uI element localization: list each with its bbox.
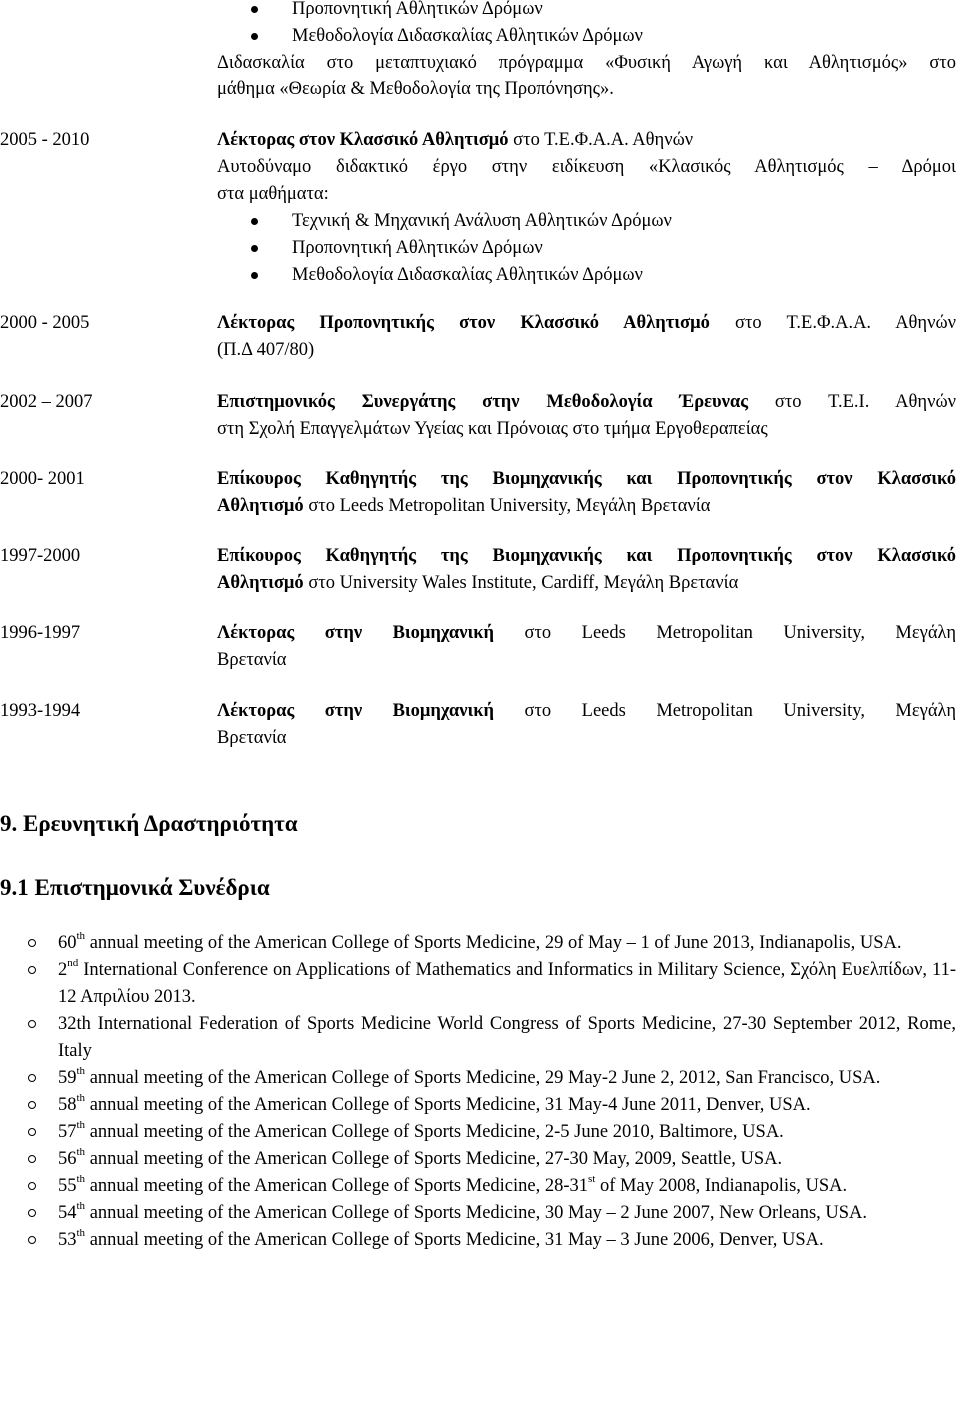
- entry-body: Λέκτορας στην Βιομηχανική στο Leeds Metropolitan University, Μεγάλη Βρετανία: [217, 623, 957, 670]
- list-item: 59th annual meeting of the American College of Sports Medicine, 29 May-2 June 2, 2012, San Francisco, USA.: [58, 1065, 956, 1092]
- entry-body: Επίκουρος Καθηγητής της Βιομηχανικής και Προπονητικής στον Κλασσικό Αθλητισμό στο University Wales Institute, Cardiff, Μεγάλη Βρετανία: [217, 546, 956, 593]
- list-item: 55th annual meeting of the American College of Sports Medicine, 28-31st of May 2008, Indianapolis, USA.: [58, 1173, 956, 1200]
- entry-date: 1993-1994: [0, 701, 81, 721]
- entry-date: 2000- 2001: [0, 469, 85, 489]
- bullet-icon: [28, 1236, 36, 1244]
- section-heading: 9. Ερευνητική Δραστηριότητα: [0, 811, 298, 836]
- list-item: 58th annual meeting of the American College of Sports Medicine, 31 May-4 June 2011, Denver, USA.: [58, 1092, 956, 1119]
- list-item: Τεχνική & Μηχανική Ανάλυση Αθλητικών Δρόμων: [292, 208, 956, 235]
- sub-list: [292, 208, 956, 289]
- bullet-icon: [28, 1209, 36, 1217]
- list-item: Προπονητική Αθλητικών Δρόμων: [292, 235, 956, 262]
- list-item: 53th annual meeting of the American College of Sports Medicine, 31 May – 3 June 2006, Denver, USA.: [58, 1227, 956, 1254]
- bullet-icon: [28, 1101, 36, 1109]
- bullet-icon: [251, 272, 258, 279]
- subsection-heading: 9.1 Επιστημονικά Συνέδρια: [0, 875, 270, 900]
- bullet-icon: [251, 245, 258, 252]
- entry-date: 1997-2000: [0, 546, 81, 566]
- bullet-icon: [28, 939, 36, 947]
- entry-date: 1996-1997: [0, 623, 81, 643]
- entry-date: 2002 – 2007: [0, 392, 93, 412]
- paragraph: μάθημα «Θεωρία & Μεθοδολογία της Προπόνησης».: [217, 79, 614, 99]
- bullet-icon: [28, 1074, 36, 1082]
- list-item: 32th International Federation of Sports Medicine World Congress of Sports Medicine, 27-30 September 2012, Rome, Italy: [58, 1011, 956, 1065]
- entry-date: 2000 - 2005: [0, 313, 90, 333]
- list-item: Προπονητική Αθλητικών Δρόμων: [292, 0, 952, 23]
- list-item: 60th annual meeting of the American College of Sports Medicine, 29 of May – 1 of June 2013, Indianapolis, USA.: [58, 930, 956, 957]
- entry-body: Λέκτορας στην Βιομηχανική στο Leeds Metropolitan University, Μεγάλη Βρετανία: [217, 701, 957, 748]
- bullet-icon: [28, 1128, 36, 1136]
- entry-body: Επιστημονικός Συνεργάτης στην Μεθοδολογία Έρευνας στο Τ.Ε.Ι. Αθηνών στη Σχολή Επαγγελμάτων Υγείας και Πρόνοιας στο τμήμα Εργοθεραπείας: [217, 392, 956, 439]
- bullet-icon: [251, 6, 258, 13]
- bullet-icon: [28, 966, 36, 974]
- top-bullet-list: [292, 0, 952, 50]
- entry-body: Λέκτορας στον Κλασσικό Αθλητισμό στο Τ.Ε.Φ.Α.Α. Αθηνών Αυτοδύναμο διδακτικό έργο στην ειδίκευση «Κλασικός Αθλητισμός – Δρόμοι στα μαθήματα: Τεχνική & Μηχανική Ανάλυση Αθλητικών Δρόμων Προπονητική Αθλητικών Δρόμων Μεθοδολογία Διδασκαλίας Αθλητικών Δρόμων: [217, 127, 956, 289]
- entry-body: Λέκτορας Προπονητικής στον Κλασσικό Αθλητισμό στο Τ.Ε.Φ.Α.Α. Αθηνών (Π.Δ 407/80): [217, 313, 956, 360]
- entry-body: Επίκουρος Καθηγητής της Βιομηχανικής και Προπονητικής στον Κλασσικό Αθλητισμό στο Leeds Metropolitan University, Μεγάλη Βρετανία: [217, 469, 956, 516]
- list-item: 2nd International Conference on Applications of Mathematics and Informatics in Military Science, Σχόλη Ευελπίδων, 11- 12 Απριλίου 2013.: [58, 957, 956, 1011]
- bullet-icon: [28, 1020, 36, 1028]
- list-item: Μεθοδολογία Διδασκαλίας Αθλητικών Δρόμων: [292, 262, 956, 289]
- list-item: 57th annual meeting of the American College of Sports Medicine, 2-5 June 2010, Baltimore, USA.: [58, 1119, 956, 1146]
- list-item: 54th annual meeting of the American College of Sports Medicine, 30 May – 2 June 2007, New Orleans, USA.: [58, 1200, 956, 1227]
- bullet-icon: [251, 218, 258, 225]
- conference-list: [58, 930, 956, 1254]
- entry-date: 2005 - 2010: [0, 130, 90, 150]
- bullet-icon: [28, 1155, 36, 1163]
- bullet-icon: [28, 1182, 36, 1190]
- list-item: Μεθοδολογία Διδασκαλίας Αθλητικών Δρόμων: [292, 23, 952, 50]
- paragraph: Διδασκαλία στο μεταπτυχιακό πρόγραμμα «Φυσική Αγωγή και Αθλητισμός» στο: [217, 53, 956, 73]
- list-item: 56th annual meeting of the American College of Sports Medicine, 27-30 May, 2009, Seattle, USA.: [58, 1146, 956, 1173]
- bullet-icon: [251, 33, 258, 40]
